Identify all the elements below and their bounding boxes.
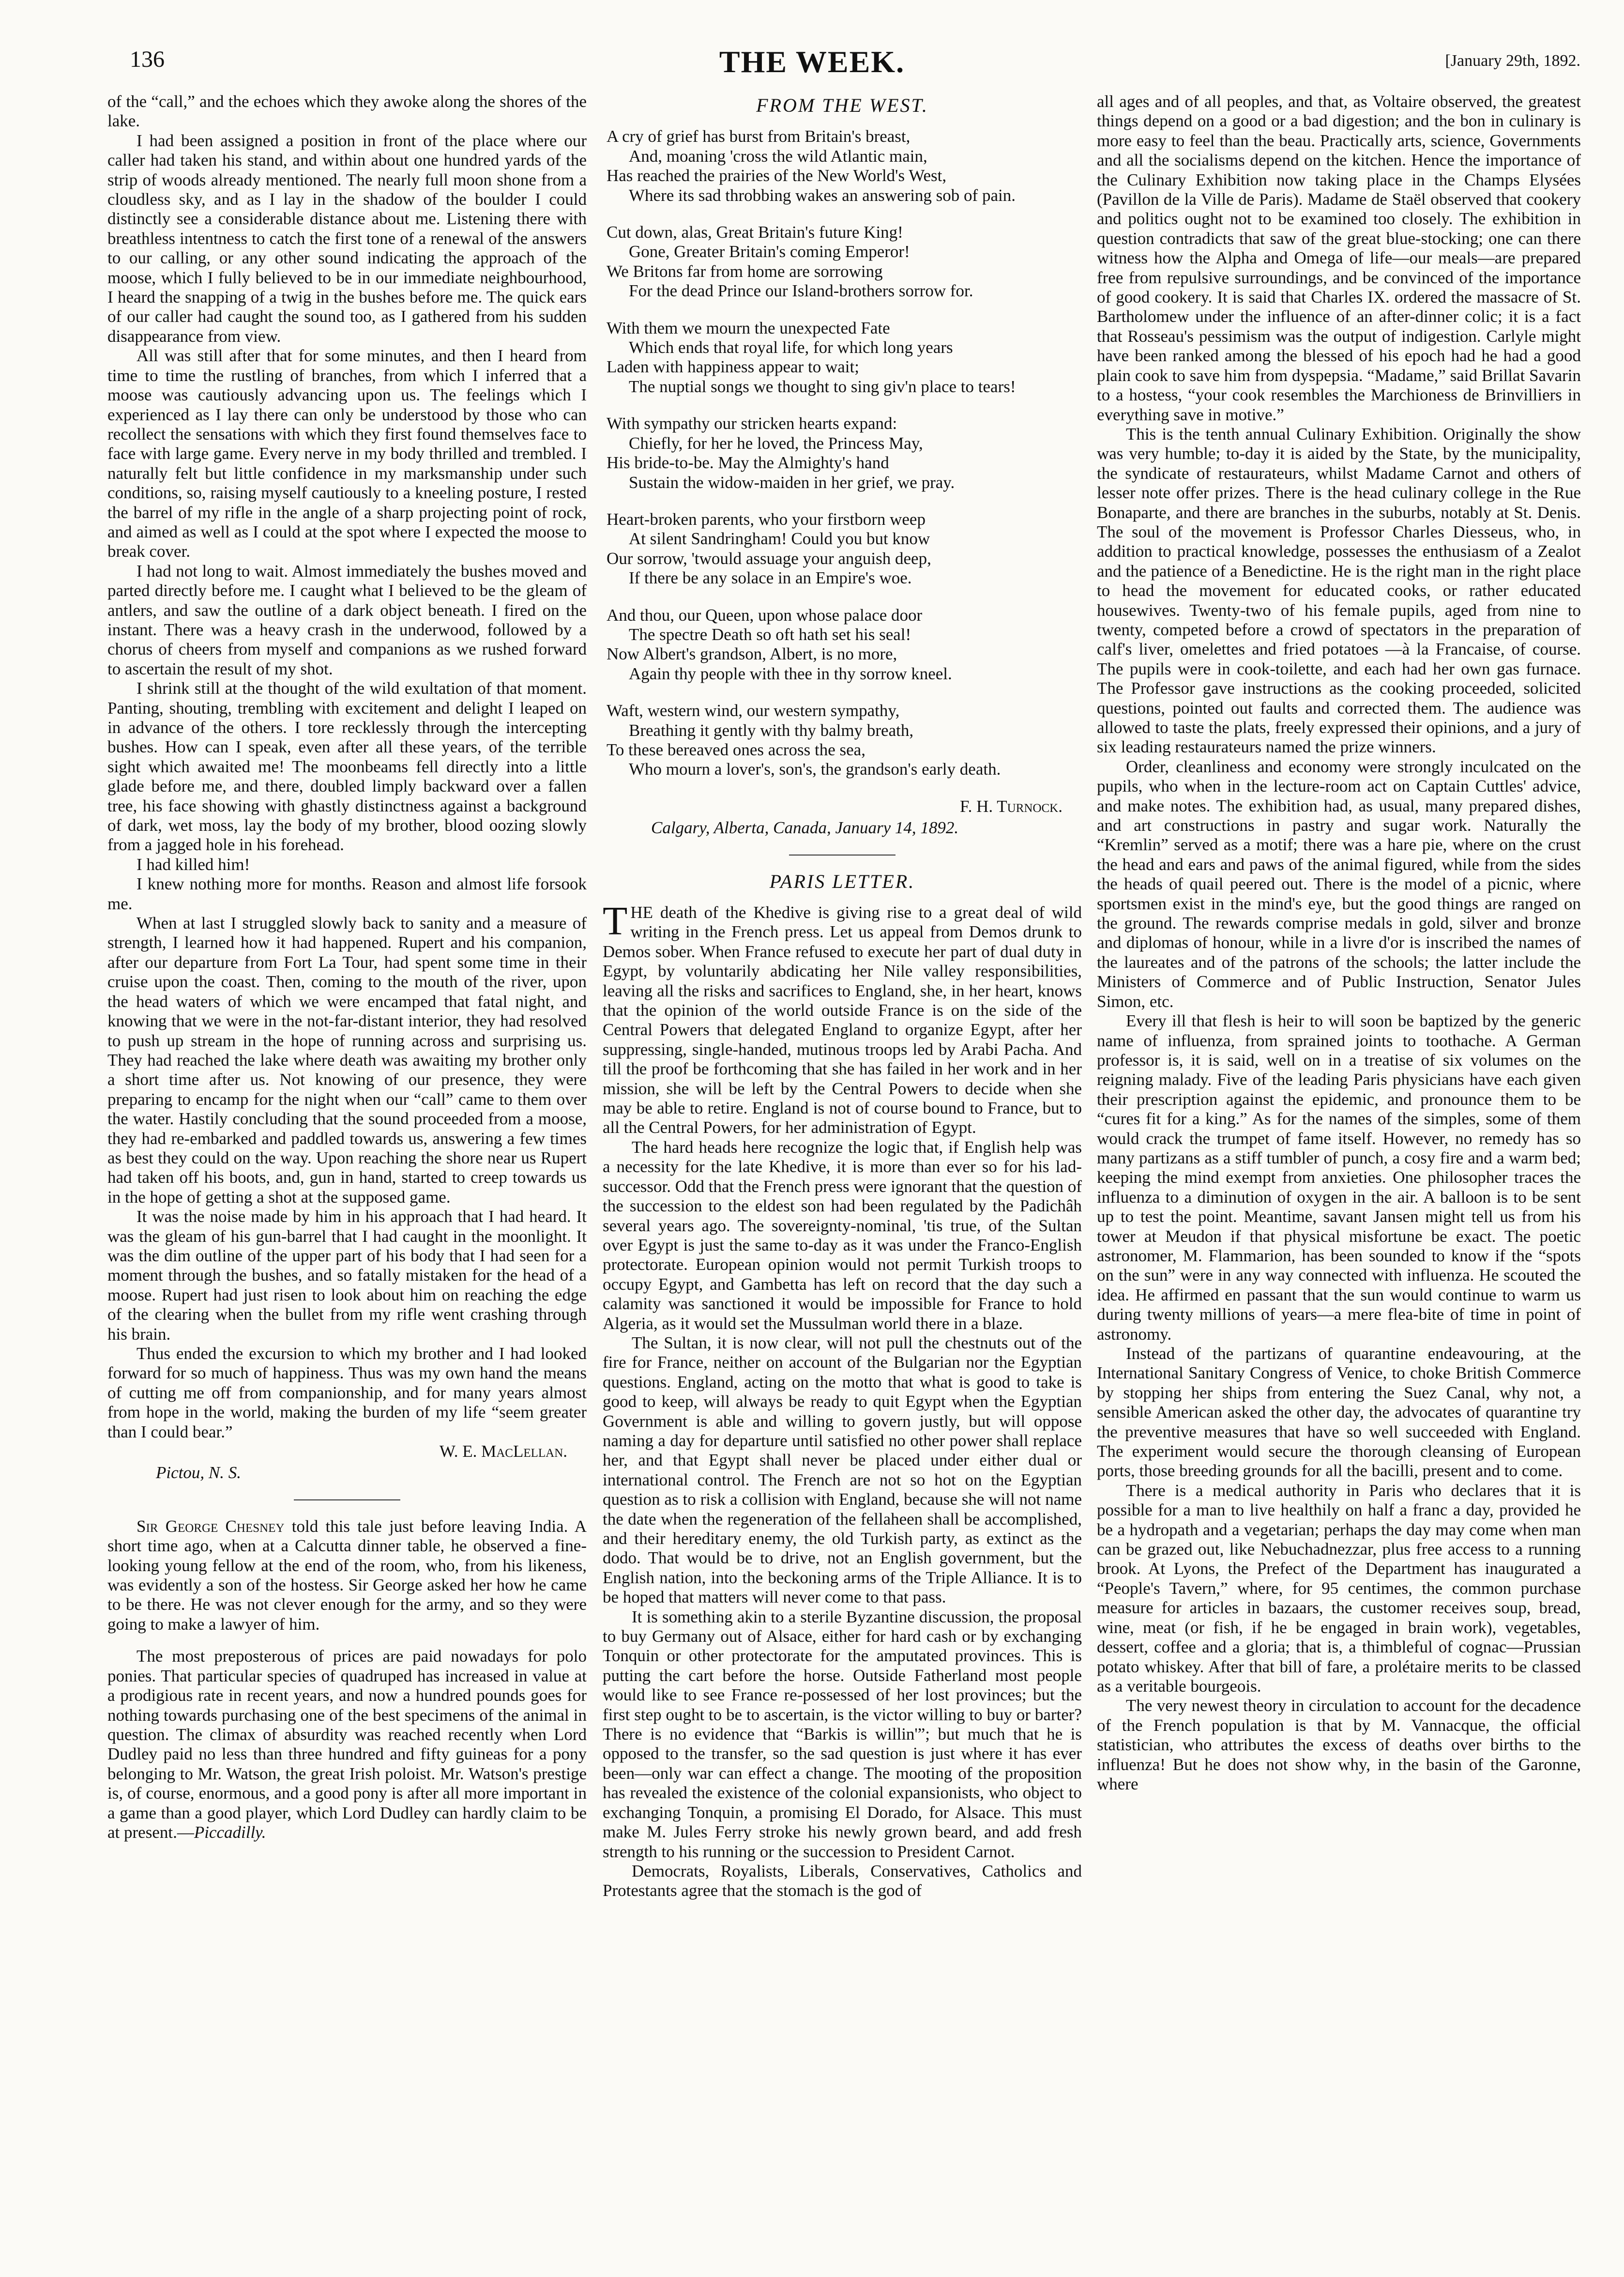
poem-line: Heart-broken parents, who your firstborn weep (607, 509, 926, 529)
poem-stanza (607, 414, 1082, 492)
poem-line: Has reached the prairies of the New World's West, (607, 166, 947, 185)
paragraph: Order, cleanliness and economy were strongly inculcated on the pupils, who when in the lecture-room act on Captain Cuttles' advice, and make notes. The exhibition had, as usual, many prepared dishes, and art constructions in pastry and sugar work. Naturally the “Kremlin” served as a motif; there was a hare pie, where on the crust the head and ears and paws of the animal figured, while from the sides the heads of quail peered out. There is the model of a picnic, where sportsmen exist in the mind's eye, but the good things are ranged on the ground. The rewards comprise medals in gold, silver and bronze and diplomas of honour, while in a livre d'or is inscribed the names of the laureates and of the patrons of the schools; the latter include the Ministers of Commerce and of Public Instruction, Senator Jules Simon, etc. (1097, 757, 1581, 1011)
poem-line: At silent Sandringham! Could you but know (629, 529, 930, 549)
paragraph: I had killed him! (137, 855, 250, 874)
paragraph: All was still after that for some minutes, and then I heard from time to time the rustling of branches, from which I inferred that a moose was cautiously advancing upon us. The feelings which I experienced as I lay there can only be understood by those who can recollect the sensations with which they first found themselves face to face with large game. Every nerve in my body thrilled and trembled. I naturally felt but little confidence in my marksmanship under such conditions, so, raising myself cautiously to a kneeling posture, I rested the barrel of my rifle in the angle of a sharp projecting point of rock, and aimed as well as I could at the spot where I expected the moose to break cover. (107, 346, 587, 561)
paragraph: I shrink still at the thought of the wild exultation of that moment. Panting, shouting, trembling with excitement and delight I leaped on in advance of the others. I tore recklessly through the intercepting bushes. How can I speak, even after all these years, of the terrible sight which awaited me! The moonbeams fell directly into a little glade before me, and there, doubled limply backward over a fallen tree, his face showing with ghastly distinctness against a background of dark, wet moss, lay the body of my brother, blood oozing slowly from a jagged hole in his forehead. (107, 679, 587, 855)
paragraph: When at last I struggled slowly back to sanity and a measure of strength, I learned how it had happened. Rupert and his companion, after our departure from Fort La Tour, had spent some time in their cruise upon the coast. Then, coming to the mouth of the river, upon the head waters of which we were encamped that fatal night, and knowing that we were in the not-far-distant interior, they had resolved to push up stream in the hope of running across and surprising us. They had reached the lake where death was awaiting my brother only a short time after us. Not knowing of our presence, they were preparing to encamp for the night when our “call” came to them over the water. Hastily concluding that the sound proceeded from a moose, they had re-embarked and paddled towards us, answering a few times as best they could on the way. Upon reaching the shore near us Rupert had taken off his boots, and, gun in hand, started to creep towards us in the hope of getting a shot at the supposed game. (107, 914, 587, 1207)
drop-cap: T (603, 899, 628, 944)
poem-line: Which ends that royal life, for which long years (629, 338, 953, 357)
paragraph-text: The most preposterous of prices are paid nowadays for polo ponies. That particular species of quadruped has increased in value at a prodigious rate in recent years, and now a hundred pounds goes for nothing towards purchasing one of the best specimens of the animal in question. The climax of absurdity was reached recently when Lord Dudley paid no less than three hundred and fifty guineas for a pony belonging to Mr. Watson, the great Irish poloist. Mr. Watson's prestige is, of course, enormous, and a good pony is after all more important in a game than a good player, which Lord Dudley can hardly claim to be at present.— (107, 1647, 587, 1842)
paragraph: I had been assigned a position in front of the place where our caller had taken his stand, and within about one hundred yards of the strip of woods already mentioned. The nearly full moon shone from a cloudless sky, and as I lay in the shadow of the boulder I could distinctly see a considerable distance about me. Listening there with breathless intentness to catch the first tone of a renewal of the answers to our calling, or any other sound indicating the approach of the moose, which I fully believed to be in our immediate neighbourhood, I heard the snapping of a twig in the bushes before me. The quick ears of our caller had caught the sound too, as I gathered from his sudden disappearance from view. (107, 131, 587, 346)
paragraph: Democrats, Royalists, Liberals, Conservatives, Catholics and Protestants agree that the stomach is the god of (603, 1861, 1082, 1900)
paragraph: Every ill that flesh is heir to will soon be baptized by the generic name of influenza, from sprained joints to toothache. A German professor is, it is said, well on in a treatise of six volumes on the reigning malady. Five of the leading Paris physicians have each given their prescription against the epidemic, and pronounce them to be “cures fit for a king.” As for the names of the simples, some of them would crack the trumpet of fame itself. However, no remedy has so many partizans as a stiff tumbler of punch, a cosy fire and a warm bed; keeping the mind exempt from anxieties. One philosopher traces the influenza to a diminution of oxygen in the air. A balloon is to be sent up to test the point. Meantime, savant Jansen might tell us from his tower at Meudon if that physical misfortune be exact. The poetic astronomer, M. Flammarion, has been sounded to know if the “spots on the sun” were in any way connected with influenza. He scouted the idea. He affirmed en passant that the sun would continue to warm us during twenty millions of years—a mere flea-bite of time in point of astronomy. (1097, 1011, 1581, 1344)
paragraph (107, 1517, 587, 1634)
poem-line: With sympathy our stricken hearts expand: (607, 414, 897, 433)
poem-line: Gone, Greater Britain's coming Emperor! (629, 242, 910, 261)
poem-line: Sustain the widow-maiden in her grief, we pray. (629, 473, 955, 492)
poem-stanza (607, 510, 1082, 588)
paragraph: I had not long to wait. Almost immediately the bushes moved and parted directly before me. I caught what I believed to be the gleam of antlers, and saw the outline of a dark object beneath. I fired on the instant. There was a heavy crash in the underwood, followed by a chorus of cheers from myself and companions as we rushed forward to ascertain the result of my shot. (107, 561, 587, 678)
poem-line: Chiefly, for her he loved, the Princess May, (629, 433, 923, 453)
paragraph: Thus ended the excursion to which my brother and I had looked forward for so much of happiness. Thus was my own hand the means of cutting me off from companionship, and for many years almost from hope in the world, making the burden of my life “seem greater than I could bear.” (107, 1344, 587, 1441)
column-right (1097, 92, 1581, 1794)
poem-line: To these bereaved ones across the sea, (607, 740, 865, 759)
issue-date: [January 29th, 1892. (1445, 52, 1580, 70)
paragraph: all ages and of all peoples, and that, as Voltaire observed, the greatest things depend on a good or a bad digestion; and the bon in culinary is more easy to feel than the beau. Practically arts, science, Governments and all the socialisms depend on the kitchen. Hence the importance of the Culinary Exhibition now taking place in the Champs Elysées (Pavillon de la Ville de Paris). Madame de Staël observed that cookery and politics ought not to be examined too closely. The exhibition in question contradicts that saw of the great blue-stocking; one can there witness how the Alpha and Omega of life—our meals—are prepared free from repulsive surroundings, and be convinced of the importance of good cookery. It is said that Charles IX. ordered the massacre of St. Bartholomew under the influence of an after-dinner colic; it is a fact that Rosseau's pessimism was the output of indigestion. Carlyle might have been ranked among the blessed of his epoch had he had a good plain cook to save him from dyspepsia. “Madame,” said Brillat Savarin to a hostess, “your cook resembles the Marchioness de Brinvilliers in everything save in motive.” (1097, 92, 1581, 424)
paragraph (603, 899, 1082, 1138)
poem-line: His bride-to-be. May the Almighty's hand (607, 453, 889, 473)
poem-line: And thou, our Queen, upon whose palace door (607, 605, 923, 625)
poem-line: A cry of grief has burst from Britain's breast, (607, 127, 911, 146)
poem-stanza (607, 223, 1082, 301)
name-lead: Sir George Chesney (137, 1516, 285, 1536)
paragraph: The hard heads here recognize the logic that, if English help was a necessity for the late Khedive, it is more than ever so for his lad-successor. Odd that the French press were ignorant that the question of the succession to the eldest son had been regulated by the Padichâh several years ago. The sovereignty-nominal, 'tis true, of the Sultan over Egypt is just the same to-day as it was under the Franco-English protectorate. European opinion would not permit Turkish troops to occupy Egypt, and Gambetta has left on record that the day such a calamity was sanctioned it would be impossible for France to hold Algeria, as it would set the Mussulman world there in a blaze. (603, 1137, 1082, 1333)
page-header (0, 46, 1624, 90)
poem-line: Our sorrow, 'twould assuage your anguish deep, (607, 549, 931, 568)
poem-line: With them we mourn the unexpected Fate (607, 318, 890, 337)
source-credit: Piccadilly. (194, 1822, 266, 1842)
poem-title: FROM THE WEST. (756, 94, 928, 116)
paragraph: There is a medical authority in Paris who declares that it is possible for a man to live healthily on half a franc a day, provided he be a hydropath and a vegetarian; perhaps the day may come when man can be grazed out, like Nebuchadnezzar, plus free access to a running brook. At Lyons, the Prefect of the Department has inaugurated a “People's Tavern,” where, for 95 centimes, the common purchase measure for articles in bazaars, the customer receives soup, bread, wine, meat (or fish, if he be engaged in brain work), vegetables, dessert, coffee and a gloria; that is, a thimbleful of cognac—Prussian potato whiskey. After that bill of fare, a prolétaire merits to be classed as a veritable bourgeois. (1097, 1481, 1581, 1696)
poem-line: Waft, western wind, our western sympathy, (607, 701, 900, 720)
poem-line: Where its sad throbbing wakes an answering sob of pain. (629, 185, 1016, 205)
paragraph-text: HE death of the Khedive is giving rise to a great deal of wild writing in the French press. Let us appeal from Demos drunk to Demos sober. When France refused to execute her part of dual duty in Egypt, by voluntarily abdicating her Nile valley responsibilities, leaving all the risks and sacrifices to England, she, in her heart, knows that the opinion of the world outside France is on the side of the Central Powers that delegated England to organize Egypt, after her suppressing, single-handed, mutinous troops led by Arabi Pacha. And till the proof be forthcoming that she has failed in her work and in her mission, she will be left by the Central Powers to decide when she may be able to retire. England is not of course bound to France, but to all the Central Powers, for her administration of Egypt. (603, 903, 1082, 1137)
paragraph: of the “call,” and the echoes which they awoke along the shores of the lake. (107, 92, 587, 131)
poem-stanza (607, 701, 1082, 779)
poem-line: Cut down, alas, Great Britain's future King! (607, 223, 903, 242)
paragraph: I knew nothing more for months. Reason and almost life forsook me. (107, 874, 587, 913)
paragraph: Instead of the partizans of quarantine endeavouring, at the International Sanitary Congress of Venice, to choke British Commerce by stopping her ships from entering the Suez Canal, why not, a sensible American asked the other day, the advocates of quarantine try the preventive measures that have so well succeeded with England. The experiment would secure the thorough cleansing of European ports, those breeding grounds for all the bacilli, present and to come. (1097, 1344, 1581, 1481)
paragraph: This is the tenth annual Culinary Exhibition. Originally the show was very humble; to-day it is aided by the State, by the municipality, the syndicate of restaurateurs, whilst Madame Carnot and others of lesser note offer prizes. There is the head culinary college in the Rue Bonaparte, and there are branches in the suburbs, notably at St. Denis. The soul of the movement is Professor Charles Diesseus, who, in addition to practical knowledge, possesses the enthusiasm of a Zealot and the patience of a Benedictine. He is the right man in the right place to head the movement for educated cooks, or rather educated housewives. Twenty-two of his female pupils, aged from nine to twenty, competed before a crowd of spectators in the preparation of calf's liver, omelettes and fried potatoes —à la Francaise, of course. The pupils were in cook-toilette, and each had her own gas furnace. The Professor gave instructions as the cooking proceeded, solicited questions, pointed out faults and corrected them. The audience was allowed to taste the plats, freely expressed their opinions, and a jury of six leading restaurateurs named the prize winners. (1097, 424, 1581, 757)
paragraph (107, 1647, 587, 1842)
poem-stanza (607, 606, 1082, 684)
poem-line: If there be any solace in an Empire's woe. (629, 568, 912, 588)
divider (294, 1499, 400, 1500)
poem-stanza (607, 319, 1082, 397)
poem-place: Calgary, Alberta, Canada, January 14, 1892. (651, 818, 959, 838)
poem-line: Laden with happiness appear to wait; (607, 357, 859, 377)
article-title: PARIS LETTER. (769, 870, 915, 892)
poem-line: Breathing it gently with thy balmy breath, (629, 720, 914, 740)
column-left (107, 92, 587, 1842)
poem-line: The nuptial songs we thought to sing giv'n place to tears! (629, 377, 1016, 396)
story-place: Pictou, N. S. (156, 1463, 241, 1482)
story-signature: W. E. MacLellan. (439, 1442, 567, 1461)
poem-author: F. H. Turnock. (959, 796, 1062, 816)
paragraph-text: told this tale just before leaving India. A short time ago, when at a Calcutta dinner table, he observed a fine-looking young fellow at the end of the room, who, from his likeness, was evidently a son of the hostess. Sir George asked her how he came to be there. He was not clever enough for the army, and so they were going to make a lawyer of him. (107, 1516, 587, 1634)
paragraph: It was the noise made by him in his approach that I had heard. It was the gleam of his gun-barrel that I had caught in the moonlight. It was the dim outline of the upper part of his body that I had seen for a moment through the bushes, and so fatally mistaken for the head of a moose. Rupert had just risen to look about him on reaching the edge of the clearing when the bullet from my rifle went crashing through his brain. (107, 1207, 587, 1344)
poem-line: We Britons far from home are sorrowing (607, 261, 883, 281)
poem (607, 127, 1082, 779)
paragraph: The Sultan, it is now clear, will not pull the chestnuts out of the fire for France, neither on account of the Bulgarian nor the Egyptian questions. England, acting on the motto that what is good to take is good to keep, will always be ready to quit Egypt when the Egyptian Government is able and willing to govern justly, but will oppose naming a day for departure until satisfied no other power shall replace her, and that Egypt shall never be placed under either dual or international control. The French are not so hot on the Egyptian question as to risk a collision with England, because she will not name the date when the regeneration of the fellaheen shall be accomplished, and their hereditary enemy, the old Turkish party, as extinct as the dodo. That would be to drive, not an English government, but the English nation, into the beckoning arms of the Triple Alliance. It is to be hoped that matters will never come to that pass. (603, 1333, 1082, 1607)
poem-line: And, moaning 'cross the wild Atlantic main, (629, 146, 927, 166)
poem-line: Now Albert's grandson, Albert, is no more, (607, 644, 897, 664)
paragraph: The very newest theory in circulation to account for the decadence of the French population is that by M. Vannacque, the official statistician, who attributes the excess of deaths over births to the influenza! But he does not show why, in the basin of the Garonne, where (1097, 1696, 1581, 1793)
divider (789, 855, 895, 856)
paragraph: It is something akin to a sterile Byzantine discussion, the proposal to buy Germany out of Alsace, either for hard cash or by exchanging Tonquin or other protectorate for the amputated provinces. This is putting the cart before the horse. Outside Fatherland most people would like to see France re-possessed of her lost provinces; but the first step ought to be to ascertain, is the victor willing to buy or barter? There is no evidence that “Barkis is willin'”; but much that he is opposed to the transfer, so the sad question is just where it has ever been—only war can effect a change. The mooting of the proposition has revealed the existence of the colonial expansionists, who object to exchanging Tonquin, a promising El Dorado, for Alsace. This must make M. Jules Ferry stroke his newly grown beard, and add fresh strength to his running or the succession to President Carnot. (603, 1607, 1082, 1861)
poem-line: The spectre Death so oft hath set his seal! (629, 625, 911, 644)
column-middle (603, 92, 1082, 1901)
poem-line: Who mourn a lover's, son's, the grandson's early death. (629, 760, 1001, 779)
poem-line: Again thy people with thee in thy sorrow kneel. (629, 664, 952, 683)
page-number: 136 (130, 46, 165, 72)
poem-stanza (607, 127, 1082, 205)
poem-line: For the dead Prince our Island-brothers sorrow for. (629, 281, 973, 301)
journal-title: THE WEEK. (719, 45, 905, 79)
